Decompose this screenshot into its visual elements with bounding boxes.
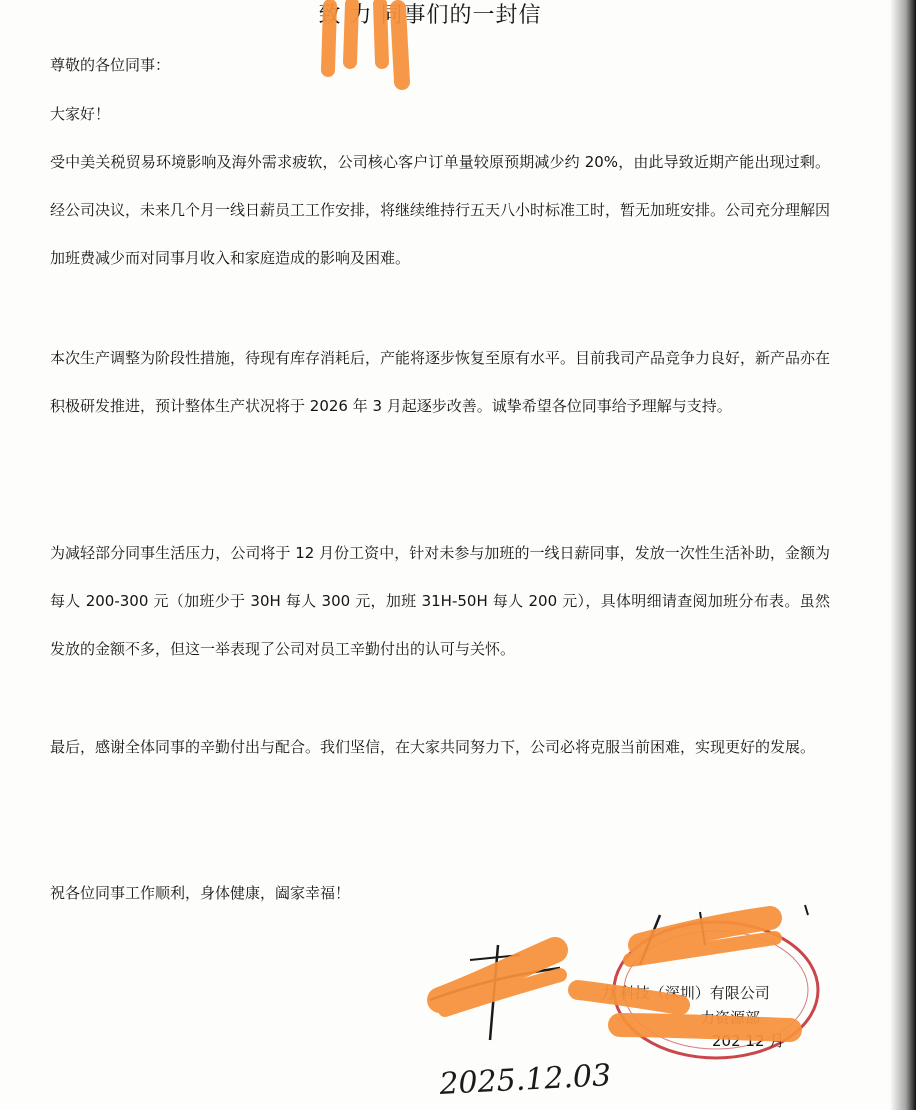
paragraph-2: 本次生产调整为阶段性措施，待现有库存消耗后，产能将逐步恢复至原有水平。目前我司产品竞争力良好，新产品亦在积极研发推进，预计整体生产状况将于 2026 年 3 月起逐步改善。诚挚希望各位同事给予理解与支持。 (50, 349, 831, 415)
closing-line: 祝各位同事工作顺利，身体健康，阖家幸福！ (50, 884, 351, 902)
greeting: 大家好！ (50, 105, 111, 123)
letter-title: 致 力 同事们的一封信 (318, 3, 542, 28)
salutation: 尊敬的各位同事： (50, 56, 171, 74)
signature-department: 力资源部 (700, 1009, 761, 1027)
svg-text:2025.12.03: 2025.12.03 (438, 1058, 612, 1102)
paragraph-1: 受中美关税贸易环境影响及海外需求疲软，公司核心客户订单量较原预期减少约 20%，由此导致近期产能出现过剩。经公司决议，未来几个月一线日薪员工工作安排，将继续维持行五天八小时标准工时，暂无加班安排。公司充分理解因加班费减少而对同事月收入和家庭造成的影响及困难。 (50, 153, 831, 267)
signature-date: 202 12 月 (712, 1032, 785, 1050)
page-edge-shadow (890, 0, 916, 1110)
paragraph-4: 最后，感谢全体同事的辛勤付出与配合。我们坚信，在大家共同努力下，公司必将克服当前困难，实现更好的发展。 (50, 738, 816, 756)
signature-company: 力 科技（深圳）有限公司 (600, 984, 770, 1002)
paragraph-3: 为减轻部分同事生活压力，公司将于 12 月份工资中，针对未参与加班的一线日薪同事，发放一次性生活补助，金额为每人 200-300 元（加班少于 30H 每人 300 元，加班 31H-50H 每人 200 元），具体明细请查阅加班分布表。虽然发放的金额不多，但这一举表现了公司对员工辛勤付出的认可与关怀。 (50, 544, 830, 658)
